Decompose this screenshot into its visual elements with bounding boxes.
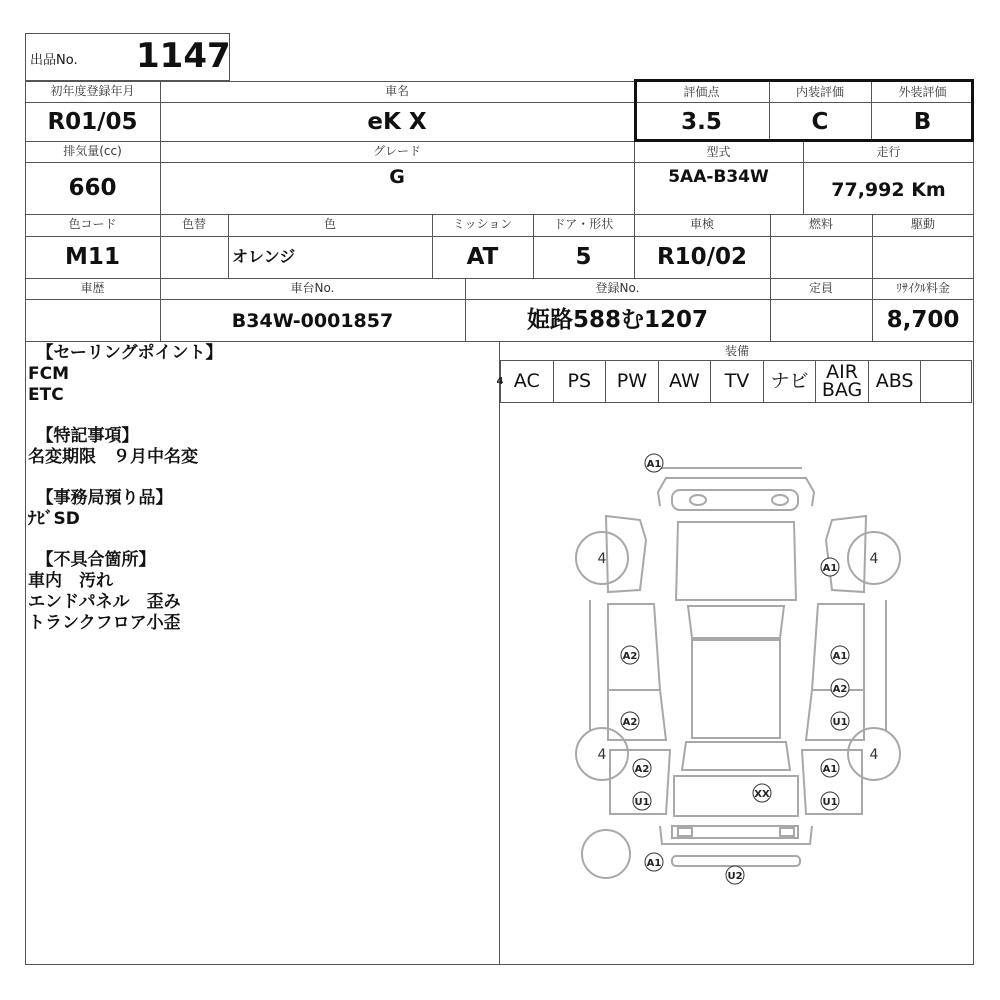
damage-mark: XX bbox=[754, 789, 770, 800]
history-label: 車歴 bbox=[80, 281, 105, 295]
displacement-value: 660 bbox=[68, 175, 117, 201]
note-line bbox=[28, 530, 496, 550]
lot-number: 1147 bbox=[136, 36, 231, 76]
mission-label: ミッション bbox=[452, 217, 513, 231]
note-line: エンドパネル 歪み bbox=[28, 592, 181, 612]
note-line: 名変期限 ９月中名変 bbox=[28, 447, 198, 467]
car-name-label: 車名 bbox=[384, 84, 409, 98]
fuel-label: 燃料 bbox=[808, 217, 833, 231]
notes-panel bbox=[28, 343, 496, 634]
equipment-item: TV bbox=[711, 361, 764, 402]
equipment-item bbox=[921, 361, 971, 402]
tire-fr: 4 bbox=[869, 551, 879, 567]
equipment-item: AC bbox=[501, 361, 554, 402]
color-code-label: 色コード bbox=[68, 217, 117, 231]
door-value: 5 bbox=[575, 244, 592, 270]
damage-mark: U1 bbox=[634, 797, 650, 808]
note-line: 車内 汚れ bbox=[28, 571, 113, 591]
chassis-label: 車台No. bbox=[290, 281, 335, 295]
damage-mark: A1 bbox=[832, 651, 848, 662]
tire-rr: 4 bbox=[869, 747, 879, 763]
recycle-value: 8,700 bbox=[886, 307, 960, 333]
damage-mark: U1 bbox=[832, 717, 848, 728]
interior-label: 内装評価 bbox=[795, 85, 844, 99]
door-label: ドア・形状 bbox=[553, 217, 614, 231]
reg-value: 姫路588む1207 bbox=[526, 307, 709, 333]
tire-fl: 4 bbox=[597, 551, 607, 567]
color-value: オレンジ bbox=[232, 247, 296, 266]
damage-mark: A2 bbox=[622, 651, 638, 662]
color-code-value: M11 bbox=[65, 244, 120, 270]
recycle-label: ﾘｻｲｸﾙ料金 bbox=[895, 281, 950, 295]
damage-mark: U1 bbox=[822, 797, 838, 808]
equipment-item: ナビ bbox=[764, 361, 817, 402]
lot-label: 出品No. bbox=[30, 53, 78, 68]
grade-label: グレード bbox=[372, 144, 421, 158]
equipment-item: PS bbox=[554, 361, 607, 402]
note-line: ETC bbox=[28, 385, 64, 405]
damage-mark: A1 bbox=[646, 858, 662, 869]
damage-mark: 4 bbox=[496, 376, 504, 387]
score-label: 評価点 bbox=[683, 85, 720, 99]
model-label: 型式 bbox=[706, 145, 731, 159]
note-line: 【特記事項】 bbox=[28, 426, 139, 446]
equipment-item: AIR BAG bbox=[816, 361, 869, 402]
damage-mark: A1 bbox=[646, 459, 662, 470]
inspection-value: R10/02 bbox=[656, 244, 748, 270]
drive-label: 駆動 bbox=[910, 217, 935, 231]
capacity-label: 定員 bbox=[808, 281, 833, 295]
damage-mark: A2 bbox=[634, 764, 650, 775]
mission-value: AT bbox=[466, 244, 499, 270]
mileage-label: 走行 bbox=[876, 145, 901, 159]
note-line: ﾅﾋﾞSD bbox=[28, 509, 80, 529]
equipment-label: 装備 bbox=[724, 344, 749, 358]
note-line bbox=[28, 468, 496, 488]
repaint-label: 色替 bbox=[181, 217, 206, 231]
exterior-label: 外装評価 bbox=[898, 85, 947, 99]
interior-value: C bbox=[811, 109, 829, 135]
lot-box bbox=[25, 33, 230, 81]
equipment-row bbox=[500, 360, 972, 403]
note-line: トランクフロア小歪 bbox=[28, 613, 181, 633]
note-line bbox=[28, 406, 496, 426]
equipment-item: ABS bbox=[869, 361, 922, 402]
damage-mark: A2 bbox=[622, 717, 638, 728]
inspection-label: 車検 bbox=[689, 217, 714, 231]
equipment-item: PW bbox=[606, 361, 659, 402]
damage-mark: A1 bbox=[822, 764, 838, 775]
damage-mark: U2 bbox=[727, 871, 743, 882]
reg-label: 登録No. bbox=[595, 281, 640, 295]
damage-mark: A1 bbox=[822, 563, 838, 574]
chassis-value: B34W-0001857 bbox=[231, 310, 394, 332]
damage-mark: A2 bbox=[832, 684, 848, 695]
note-line: 【事務局預り品】 bbox=[28, 488, 173, 508]
first-reg-value: R01/05 bbox=[47, 109, 138, 135]
equipment-item: AW bbox=[659, 361, 712, 402]
tire-rl: 4 bbox=[597, 747, 607, 763]
score-value: 3.5 bbox=[681, 109, 722, 135]
note-line: FCM bbox=[28, 364, 70, 384]
grade-value: G bbox=[389, 166, 405, 188]
first-reg-label: 初年度登録年月 bbox=[50, 84, 135, 98]
note-line: 【セーリングポイント】 bbox=[28, 343, 223, 363]
color-label: 色 bbox=[323, 217, 336, 231]
displacement-label: 排気量(cc) bbox=[63, 144, 122, 158]
mileage-value: 77,992 Km bbox=[831, 179, 946, 201]
model-value: 5AA-B34W bbox=[668, 167, 769, 187]
car-name-value: eK X bbox=[367, 109, 427, 135]
exterior-value: B bbox=[913, 109, 932, 135]
note-line: 【不具合箇所】 bbox=[28, 550, 156, 570]
